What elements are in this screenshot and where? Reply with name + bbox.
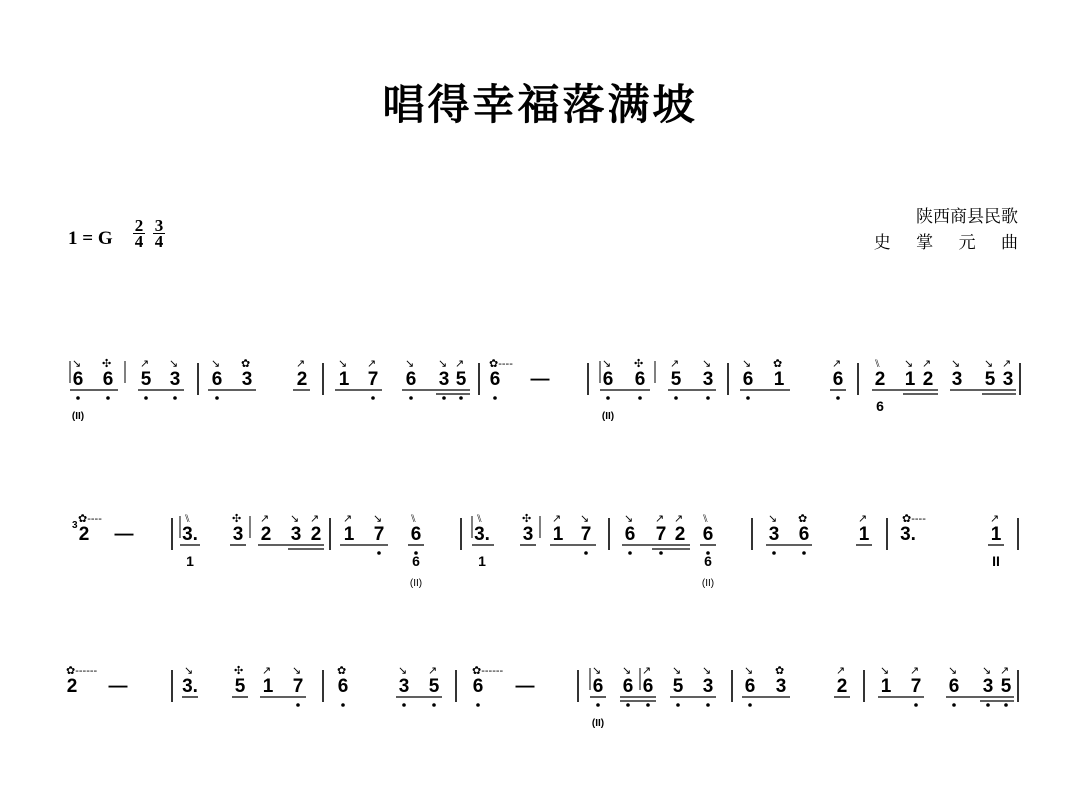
composer-credit: 史 掌 元 曲	[873, 233, 1028, 253]
fingering-mark: ✿----	[902, 513, 926, 525]
note: —	[530, 369, 550, 390]
note: 1	[990, 524, 1002, 545]
note: 1	[343, 524, 355, 545]
octave-dot	[173, 396, 177, 400]
octave-dot	[341, 703, 345, 707]
octave-dot	[802, 551, 806, 555]
fingering-mark: ⑊	[702, 513, 709, 525]
note: 3	[241, 369, 253, 390]
note: 2	[296, 369, 308, 390]
note: 2	[66, 676, 78, 697]
note: 5	[984, 369, 996, 390]
note: 6	[337, 676, 349, 697]
octave-dot	[459, 396, 463, 400]
fingering-mark: ↗	[428, 665, 438, 677]
note-below: (II)	[591, 718, 605, 729]
fingering-mark: ↗	[296, 358, 306, 370]
octave-dot	[706, 396, 710, 400]
octave-dot	[409, 396, 413, 400]
fingering-mark: ↗	[552, 513, 562, 525]
note-below: 1	[186, 553, 194, 569]
note: 2	[310, 524, 322, 545]
note: 5	[234, 676, 246, 697]
note: 6	[489, 369, 501, 390]
octave-dot	[76, 396, 80, 400]
fingering-mark: ↘	[904, 358, 914, 370]
fingering-mark: ↘	[702, 665, 712, 677]
note: 1	[880, 676, 892, 697]
octave-dot	[638, 396, 642, 400]
fingering-mark: ✿----	[489, 358, 513, 370]
octave-dot	[402, 703, 406, 707]
note: 6	[642, 676, 654, 697]
note: 6	[948, 676, 960, 697]
note-below: 6	[412, 553, 420, 569]
fingering-mark: ↘	[768, 513, 778, 525]
note: 1	[858, 524, 870, 545]
fingering-mark: ↘	[338, 358, 348, 370]
fingering-mark: ↘	[211, 358, 221, 370]
note: —	[108, 676, 128, 697]
note: —	[114, 524, 134, 545]
note: 6	[405, 369, 417, 390]
note: 3.	[182, 524, 198, 545]
fingering-mark: ↘	[602, 358, 612, 370]
octave-dot	[674, 396, 678, 400]
fingering-mark: ✿------	[66, 665, 98, 677]
fingering-mark: ↘	[624, 513, 634, 525]
fingering-mark: ↗	[990, 513, 1000, 525]
octave-dot	[106, 396, 110, 400]
octave-dot	[914, 703, 918, 707]
note: 6	[798, 524, 810, 545]
octave-dot	[772, 551, 776, 555]
note: 6	[744, 676, 756, 697]
fingering-mark: ✣	[522, 513, 532, 525]
note: 6	[624, 524, 636, 545]
octave-dot	[606, 396, 610, 400]
fingering-mark: ↘	[72, 358, 82, 370]
octave-dot	[628, 551, 632, 555]
note: 7	[580, 524, 592, 545]
note: 2	[78, 524, 90, 545]
note: 3	[169, 369, 181, 390]
note: 3	[775, 676, 787, 697]
fingering-mark: ↘	[580, 513, 590, 525]
note: 5	[672, 676, 684, 697]
note: 3	[951, 369, 963, 390]
note: 1	[552, 524, 564, 545]
fingering-mark: ↘	[405, 358, 415, 370]
fingering-mark: ↗	[642, 665, 652, 677]
note: 6	[634, 369, 646, 390]
fingering-mark: ↘	[672, 665, 682, 677]
octave-dot	[836, 396, 840, 400]
octave-dot	[706, 703, 710, 707]
fingering-mark: ↗	[1002, 358, 1012, 370]
octave-dot	[432, 703, 436, 707]
note: 5	[455, 369, 467, 390]
fingering-mark: ↗	[1000, 665, 1010, 677]
fingering-mark: ↗	[262, 665, 272, 677]
fingering-mark: ✿	[241, 358, 251, 370]
note-below: 6	[704, 553, 712, 569]
note: 2	[874, 369, 886, 390]
fingering-mark: ⑊	[874, 358, 881, 370]
note: 7	[292, 676, 304, 697]
octave-dot	[584, 551, 588, 555]
octave-dot	[1004, 703, 1008, 707]
note: 2	[922, 369, 934, 390]
octave-dot	[748, 703, 752, 707]
note-below: II	[992, 553, 1000, 569]
fingering-mark: ↗	[140, 358, 150, 370]
octave-dot	[493, 396, 497, 400]
fingering-mark: ↘	[880, 665, 890, 677]
octave-dot	[296, 703, 300, 707]
fingering-mark: ✣	[232, 513, 242, 525]
note: 2	[836, 676, 848, 697]
note-below: 6	[876, 398, 884, 414]
fingering-mark: ↗	[836, 665, 846, 677]
note: 5	[140, 369, 152, 390]
fingering-mark: ✣	[634, 358, 644, 370]
fingering-mark: ↘	[438, 358, 448, 370]
note: 7	[367, 369, 379, 390]
fingering-mark: ↗	[858, 513, 868, 525]
fingering-mark: ⑊	[476, 513, 483, 525]
fingering-mark: ↘	[951, 358, 961, 370]
octave-dot	[626, 703, 630, 707]
note: 6	[592, 676, 604, 697]
note: 3	[290, 524, 302, 545]
note: 5	[428, 676, 440, 697]
octave-dot	[377, 551, 381, 555]
fingering-mark: ⑊	[410, 513, 417, 525]
string-mark: (II)	[701, 578, 715, 589]
note: 3	[702, 369, 714, 390]
note: 7	[910, 676, 922, 697]
octave-dot	[596, 703, 600, 707]
octave-dot	[676, 703, 680, 707]
key-signature: 1 = G	[68, 228, 113, 249]
fingering-mark: ↗	[455, 358, 465, 370]
note: 6	[472, 676, 484, 697]
note: 6	[622, 676, 634, 697]
note: 1	[338, 369, 350, 390]
octave-dot	[646, 703, 650, 707]
fingering-mark: ↘	[290, 513, 300, 525]
note: 3	[768, 524, 780, 545]
fingering-mark: ↘	[622, 665, 632, 677]
note: 3.	[900, 524, 916, 545]
note: 7	[655, 524, 667, 545]
grace-note: 3	[72, 520, 78, 531]
note: 3	[1002, 369, 1014, 390]
fingering-mark: ↘	[948, 665, 958, 677]
fingering-mark: ↗	[922, 358, 932, 370]
note: 6	[702, 524, 714, 545]
octave-dot	[442, 396, 446, 400]
note-below: 1	[478, 553, 486, 569]
octave-dot	[659, 551, 663, 555]
note: 1	[904, 369, 916, 390]
fingering-mark: ↗	[343, 513, 353, 525]
fingering-mark: ✣	[102, 358, 112, 370]
fingering-mark: ↘	[169, 358, 179, 370]
fingering-mark: ↘	[292, 665, 302, 677]
note: 3	[982, 676, 994, 697]
note: 2	[260, 524, 272, 545]
fingering-mark: ✿	[337, 665, 347, 677]
note: 6	[211, 369, 223, 390]
note: 5	[1000, 676, 1012, 697]
note-below: (II)	[601, 411, 615, 422]
time-sig-denominator: 4	[134, 232, 144, 251]
fingering-mark: ✣	[234, 665, 244, 677]
note: 6	[102, 369, 114, 390]
fingering-mark: ↗	[367, 358, 377, 370]
note: 3.	[182, 676, 198, 697]
time-sig-numerator: 2	[134, 216, 144, 235]
origin-credit: 陕西商县民歌	[916, 207, 1018, 227]
note: 1	[262, 676, 274, 697]
fingering-mark: ↘	[373, 513, 383, 525]
fingering-mark: ✿------	[472, 665, 504, 677]
time-sig-denominator: 4	[154, 232, 164, 251]
fingering-mark: ↗	[260, 513, 270, 525]
note: 3	[232, 524, 244, 545]
note: 3	[522, 524, 534, 545]
octave-dot	[476, 703, 480, 707]
note: 6	[742, 369, 754, 390]
fingering-mark: ⑊	[184, 513, 191, 525]
note: 5	[670, 369, 682, 390]
octave-dot	[952, 703, 956, 707]
note: 2	[674, 524, 686, 545]
fingering-mark: ↗	[670, 358, 680, 370]
fingering-mark: ↗	[910, 665, 920, 677]
octave-dot	[144, 396, 148, 400]
fingering-mark: ↘	[742, 358, 752, 370]
fingering-mark: ↘	[702, 358, 712, 370]
note: 3	[438, 369, 450, 390]
song-title: 唱得幸福落满坡	[382, 80, 698, 129]
note: 3	[702, 676, 714, 697]
fingering-mark: ↘	[398, 665, 408, 677]
note: 1	[773, 369, 785, 390]
octave-dot	[215, 396, 219, 400]
note: 7	[373, 524, 385, 545]
fingering-mark: ↗	[674, 513, 684, 525]
fingering-mark: ↗	[310, 513, 320, 525]
fingering-mark: ↗	[655, 513, 665, 525]
note: 3.	[474, 524, 490, 545]
note: 6	[832, 369, 844, 390]
fingering-mark: ✿	[773, 358, 783, 370]
octave-dot	[986, 703, 990, 707]
note: 3	[398, 676, 410, 697]
note: 6	[410, 524, 422, 545]
note-below: (II)	[71, 411, 85, 422]
octave-dot	[746, 396, 750, 400]
note: 6	[72, 369, 84, 390]
octave-dot	[371, 396, 375, 400]
fingering-mark: ↘	[744, 665, 754, 677]
note: 6	[602, 369, 614, 390]
fingering-mark: ↘	[984, 358, 994, 370]
fingering-mark: ✿	[775, 665, 785, 677]
fingering-mark: ✿----	[78, 513, 102, 525]
note: —	[515, 676, 535, 697]
fingering-mark: ↘	[592, 665, 602, 677]
string-mark: (II)	[409, 578, 423, 589]
time-sig-numerator: 3	[154, 216, 164, 235]
fingering-mark: ↗	[832, 358, 842, 370]
fingering-mark: ↘	[184, 665, 194, 677]
fingering-mark: ✿	[798, 513, 808, 525]
fingering-mark: ↘	[982, 665, 992, 677]
